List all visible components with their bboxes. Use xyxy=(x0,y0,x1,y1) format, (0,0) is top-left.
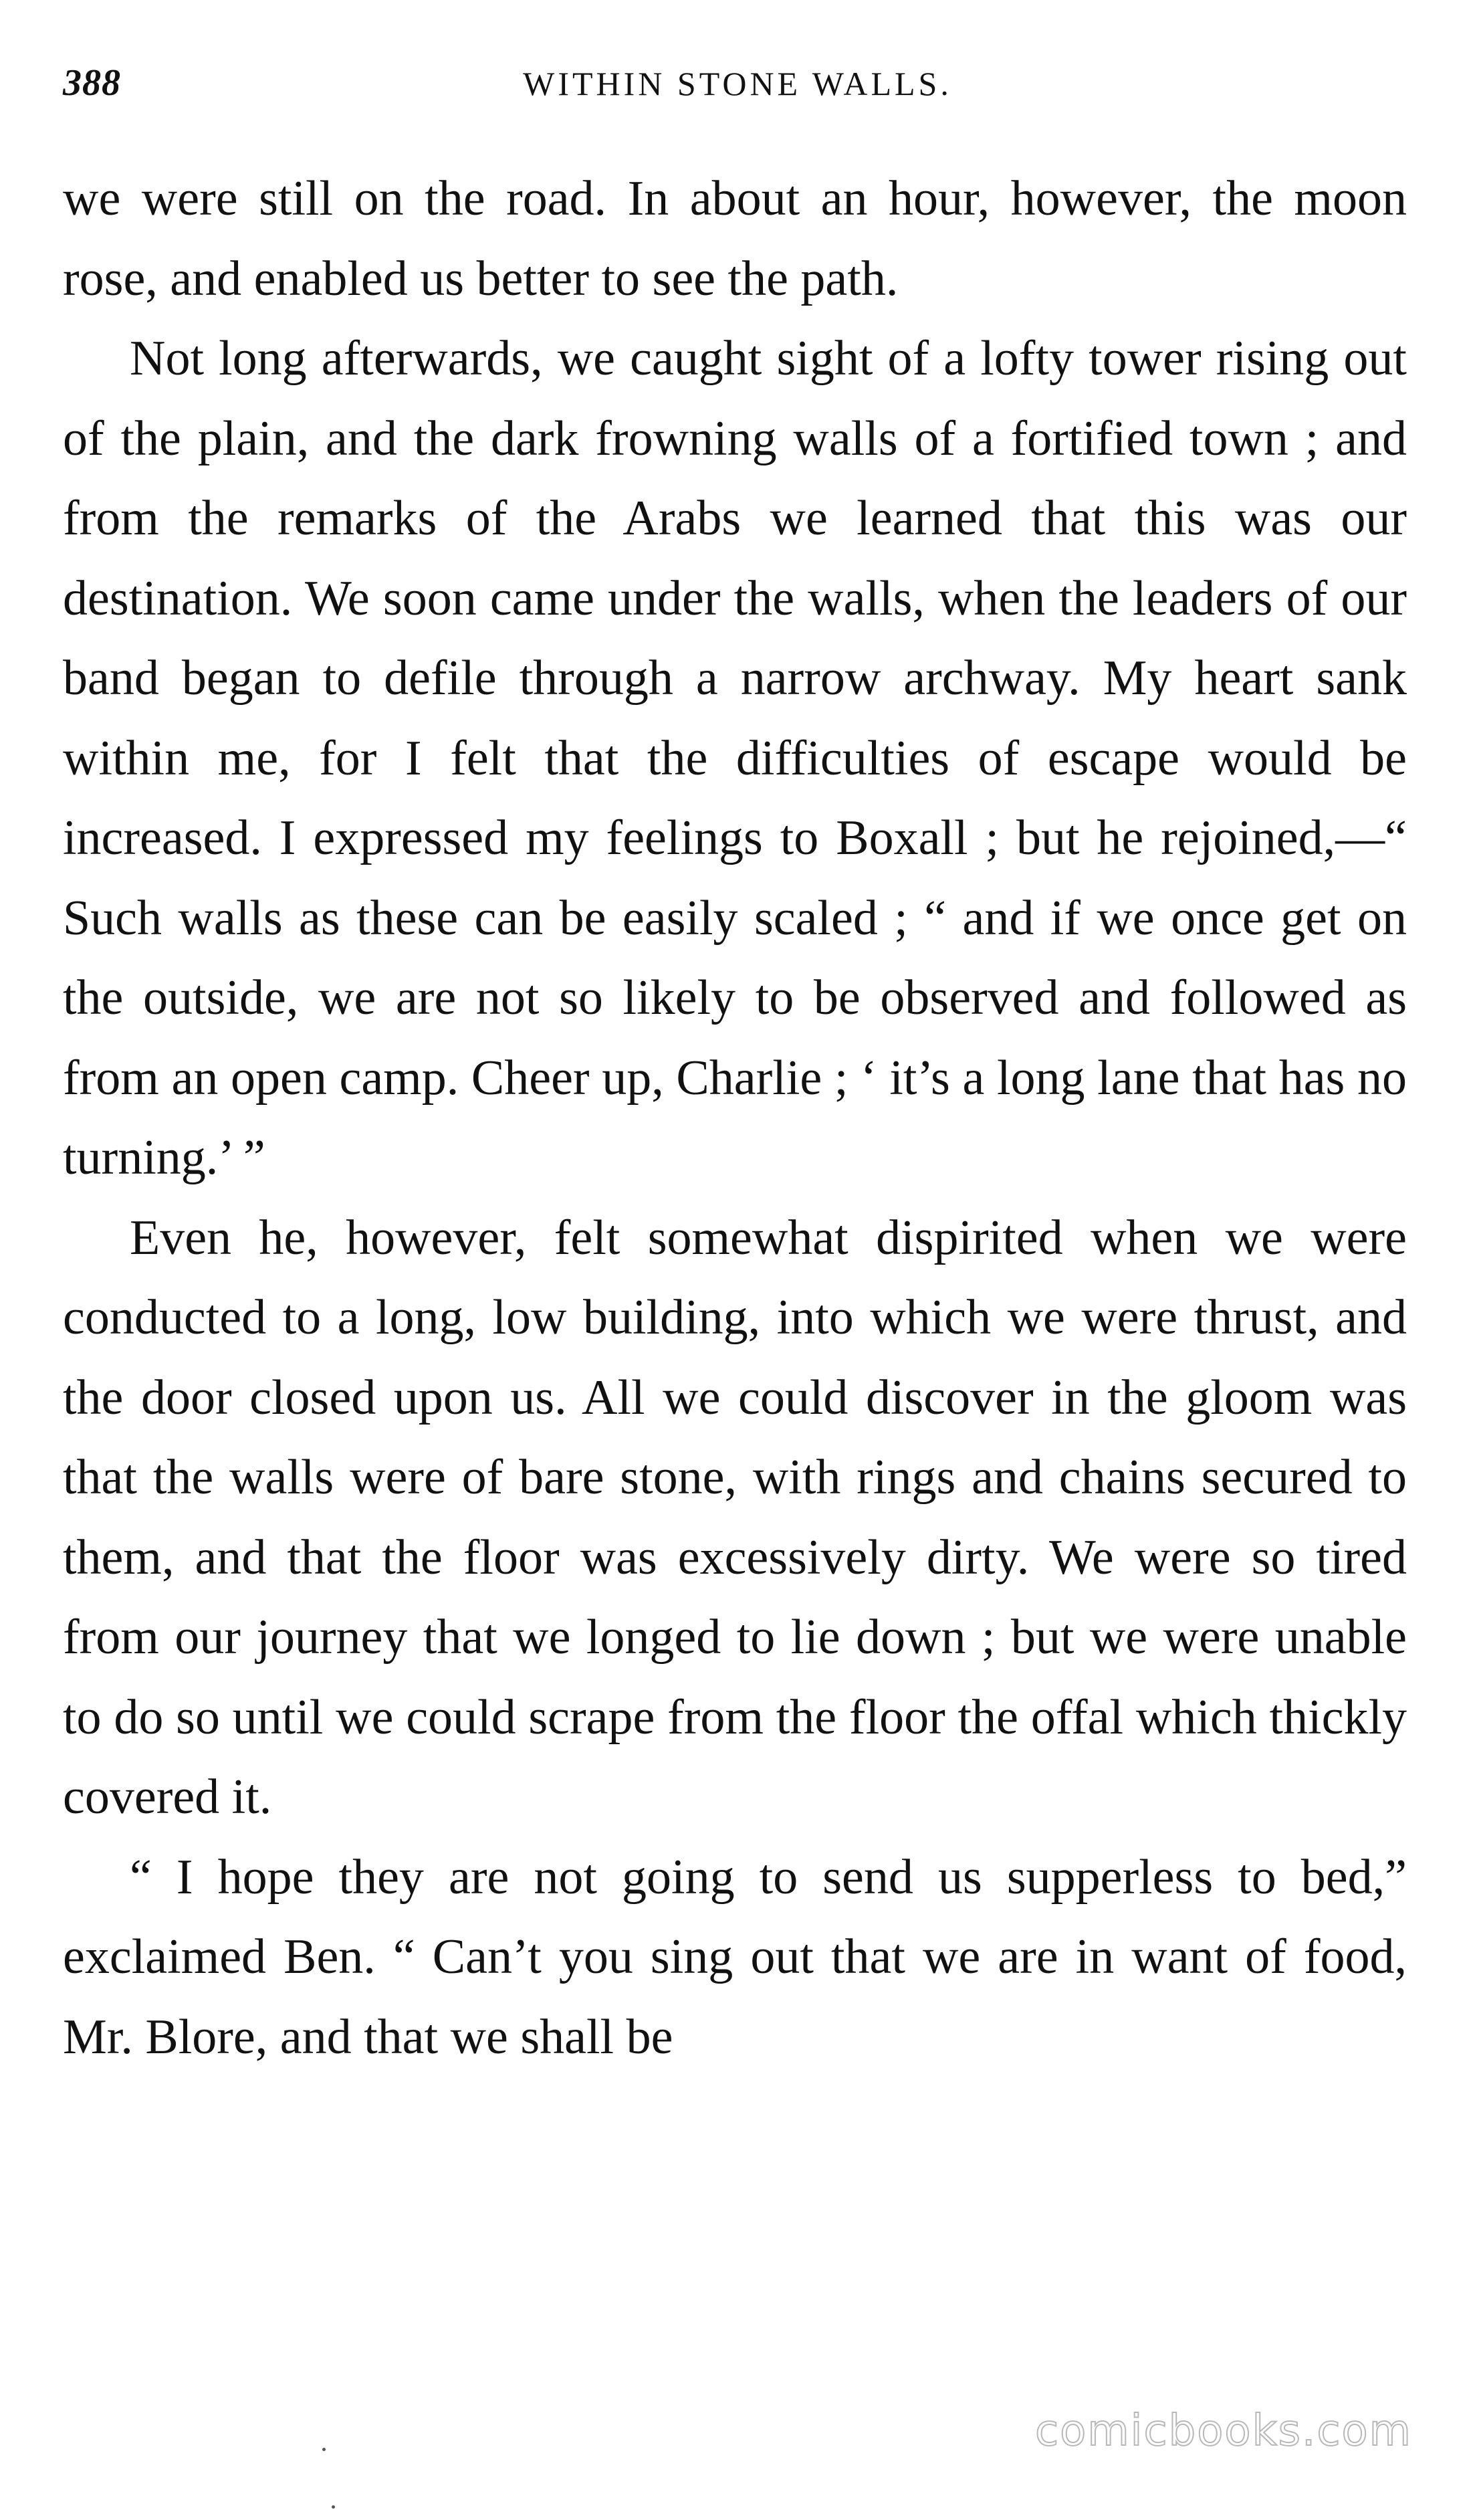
paragraph-2: Not long afterwards, we caught sight of a lofty tower rising out of the plain, and the dark frowning walls of a fortified town ; and from the remarks of the Arabs we learned that this was our destination. We soon came under the walls, when the leaders of our band began to defile through a narrow archway. My heart sank within me, for I felt that the difficulties of escape would be increased. I expressed my feelings to Boxall ; but he rejoined,—“ Such walls as these can be easily scaled ; “ and if we once get on the outside, we are not so likely to be observed and followed as from an open camp. Cheer up, Charlie ; ‘ it’s a long lane that has no turning.’ ” xyxy=(63,331,1407,1185)
page-number: 388 xyxy=(63,62,121,104)
print-speck xyxy=(322,2448,326,2451)
running-title: WITHIN STONE WALLS. xyxy=(523,65,952,102)
watermark-text: comicbooks.com xyxy=(1034,2406,1412,2456)
running-head xyxy=(63,62,1412,115)
body-text xyxy=(63,159,1407,2077)
paragraph-1: we were still on the road. In about an hour, however, the moon rose, and enabled us better to see the path. xyxy=(63,171,1407,306)
paragraph-3: Even he, however, felt somewhat dispirited when we were conducted to a long, low building, into which we were thrust, and the door closed upon us. All we could discover in the gloom was that the walls were of bare stone, with rings and chains secured to them, and that the floor was excessively dirty. We were so tired from our journey that we longed to lie down ; but we were unable to do so until we could scrape from the floor the offal which thickly covered it. xyxy=(63,1210,1407,1824)
print-speck xyxy=(332,2505,335,2509)
paragraph-4: “ I hope they are not going to send us supperless to bed,” exclaimed Ben. “ Can’t you sing out that we are in want of food, Mr. Blore, and that we shall be xyxy=(63,1849,1407,2065)
